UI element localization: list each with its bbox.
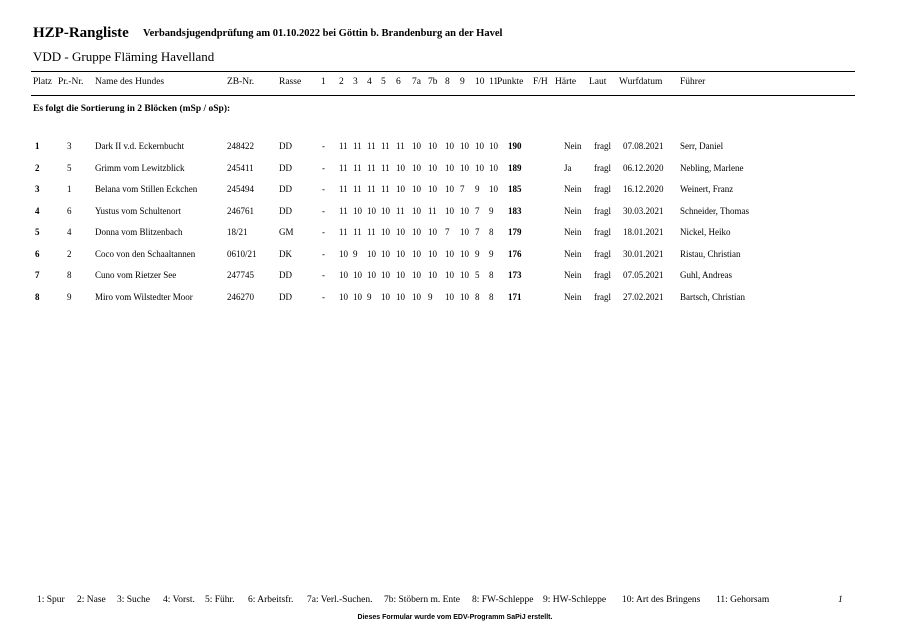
score-cell: 10 — [460, 141, 469, 151]
score-cell: 7 — [475, 206, 480, 216]
score-cell: 9 — [353, 249, 358, 259]
rank-cell: 3 — [35, 184, 40, 194]
score-cell: 10 — [489, 163, 498, 173]
score-cell: 10 — [460, 227, 469, 237]
birthdate-cell: 07.05.2021 — [623, 270, 664, 280]
score-cell: 10 — [381, 206, 390, 216]
score-cell: 11 — [396, 141, 405, 151]
col-punkte: Punkte — [497, 77, 524, 87]
birthdate-cell: 18.01.2021 — [623, 227, 664, 237]
score-cell: 10 — [445, 206, 454, 216]
score-cell: 10 — [428, 184, 437, 194]
legend-item: 6: Arbeitsfr. — [248, 595, 294, 605]
breed-cell: DD — [279, 292, 292, 302]
score-cell: 10 — [381, 292, 390, 302]
score-cell: 10 — [339, 249, 348, 259]
score-cell: 10 — [460, 292, 469, 302]
haerte-cell: Nein — [564, 249, 582, 259]
score-cell: 10 — [489, 184, 498, 194]
breed-cell: DK — [279, 249, 292, 259]
col-name: Name des Hundes — [95, 77, 165, 87]
registry-number-cell: 248422 — [227, 141, 254, 151]
dog-name-cell: Miro vom Wilstedter Moor — [95, 292, 193, 302]
score-cell: 10 — [428, 249, 437, 259]
score-cell: 11 — [396, 206, 405, 216]
col-laut: Laut — [589, 77, 607, 87]
handler-cell: Bartsch, Christian — [680, 292, 745, 302]
rank-cell: 5 — [35, 227, 40, 237]
score-cell: 11 — [339, 227, 348, 237]
legend-item: 5: Führ. — [205, 595, 235, 605]
score-cell: 10 — [353, 206, 362, 216]
score-cell: 9 — [489, 206, 494, 216]
dog-name-cell: Donna vom Blitzenbach — [95, 227, 183, 237]
haerte-cell: Nein — [564, 184, 582, 194]
score-cell: 9 — [475, 184, 480, 194]
score-cell: 11 — [353, 141, 362, 151]
rank-cell: 6 — [35, 249, 40, 259]
col-fuehrer: Führer — [680, 77, 706, 87]
legend — [0, 595, 910, 609]
points-cell: 189 — [508, 163, 522, 173]
legend-item: 7a: Verl.-Suchen. — [307, 595, 373, 605]
legend-item: 10: Art des Bringens — [622, 595, 701, 605]
handler-cell: Guhl, Andreas — [680, 270, 732, 280]
score-cell: 10 — [367, 270, 376, 280]
col-zbnr: ZB-Nr. — [227, 77, 255, 87]
breed-cell: DD — [279, 141, 292, 151]
col-haerte: Härte — [555, 77, 577, 87]
score-cell: 11 — [428, 206, 437, 216]
score-cell: 10 — [396, 292, 405, 302]
col-field-7a: 7a — [412, 77, 421, 87]
score-cell: 11 — [339, 163, 348, 173]
score-cell: 11 — [367, 163, 376, 173]
registry-number-cell: 0610/21 — [227, 249, 257, 259]
score-cell: 7 — [445, 227, 450, 237]
legend-item: 4: Vorst. — [163, 595, 195, 605]
handler-cell: Ristau, Christian — [680, 249, 741, 259]
haerte-cell: Ja — [564, 163, 572, 173]
score-cell: 10 — [412, 141, 421, 151]
registry-number-cell: 246270 — [227, 292, 254, 302]
haerte-cell: Nein — [564, 227, 582, 237]
col-platz: Platz — [33, 77, 52, 87]
exam-number-cell: 3 — [67, 141, 72, 151]
exam-number-cell: 4 — [67, 227, 72, 237]
haerte-cell: Nein — [564, 141, 582, 151]
legend-item: 1: Spur — [37, 595, 65, 605]
score-cell: 10 — [428, 141, 437, 151]
score-cell: 11 — [353, 227, 362, 237]
breed-cell: DD — [279, 163, 292, 173]
col-field-3: 3 — [353, 77, 358, 87]
score-cell: 10 — [428, 270, 437, 280]
score-cell: 11 — [367, 141, 376, 151]
score-cell: - — [322, 249, 325, 259]
legend-item: 3: Suche — [117, 595, 150, 605]
score-cell: 10 — [475, 163, 484, 173]
rank-cell: 7 — [35, 270, 40, 280]
breed-cell: DD — [279, 184, 292, 194]
header-top-divider — [31, 71, 855, 72]
score-cell: 10 — [412, 270, 421, 280]
col-rasse: Rasse — [279, 77, 302, 87]
exam-number-cell: 8 — [67, 270, 72, 280]
score-cell: 11 — [353, 184, 362, 194]
exam-number-cell: 2 — [67, 249, 72, 259]
score-cell: 10 — [412, 184, 421, 194]
rank-cell: 8 — [35, 292, 40, 302]
score-cell: 10 — [445, 292, 454, 302]
score-cell: 11 — [339, 184, 348, 194]
handler-cell: Nickel, Heiko — [680, 227, 731, 237]
points-cell: 171 — [508, 292, 522, 302]
birthdate-cell: 06.12.2020 — [623, 163, 664, 173]
score-cell: 10 — [412, 206, 421, 216]
col-wurfdatum: Wurfdatum — [619, 77, 663, 87]
score-cell: 11 — [367, 227, 376, 237]
exam-subtitle: Verbandsjugendprüfung am 01.10.2022 bei Göttin b. Brandenburg an der Havel — [143, 28, 503, 39]
birthdate-cell: 16.12.2020 — [623, 184, 664, 194]
handler-cell: Serr, Daniel — [680, 141, 724, 151]
laut-cell: fragl — [594, 292, 611, 302]
handler-cell: Schneider, Thomas — [680, 206, 749, 216]
page-title: HZP-Rangliste — [33, 25, 129, 41]
dog-name-cell: Dark II v.d. Eckernbucht — [95, 141, 185, 151]
exam-number-cell: 5 — [67, 163, 72, 173]
points-cell: 173 — [508, 270, 522, 280]
dog-name-cell: Coco von den Schaaltannen — [95, 249, 196, 259]
score-cell: 10 — [396, 227, 405, 237]
score-cell: 10 — [381, 249, 390, 259]
organization-name: VDD - Gruppe Fläming Havelland — [33, 49, 215, 64]
score-cell: 10 — [381, 227, 390, 237]
registry-number-cell: 245411 — [227, 163, 254, 173]
score-cell: 11 — [381, 141, 390, 151]
score-cell: 8 — [475, 292, 480, 302]
col-field-11: 11 — [489, 77, 499, 87]
score-cell: 10 — [445, 270, 454, 280]
laut-cell: fragl — [594, 270, 611, 280]
col-prnr: Pr.-Nr. — [58, 77, 84, 87]
haerte-cell: Nein — [564, 270, 582, 280]
col-field-5: 5 — [381, 77, 386, 87]
score-cell: 9 — [367, 292, 372, 302]
breed-cell: DD — [279, 206, 292, 216]
registry-number-cell: 245494 — [227, 184, 254, 194]
exam-number-cell: 1 — [67, 184, 72, 194]
score-cell: 11 — [353, 163, 362, 173]
points-cell: 179 — [508, 227, 522, 237]
score-cell: 9 — [489, 249, 494, 259]
rank-cell: 4 — [35, 206, 40, 216]
col-field-7b: 7b — [428, 77, 438, 87]
points-cell: 183 — [508, 206, 522, 216]
score-cell: 10 — [445, 249, 454, 259]
score-cell: 10 — [353, 292, 362, 302]
birthdate-cell: 30.03.2021 — [623, 206, 664, 216]
score-cell: - — [322, 184, 325, 194]
breed-cell: GM — [279, 227, 294, 237]
footer-note: Dieses Formular wurde vom EDV-Programm SaPiJ erstellt. — [357, 614, 553, 621]
legend-item: 8: FW-Schleppe — [472, 595, 534, 605]
score-cell: - — [322, 141, 325, 151]
breed-cell: DD — [279, 270, 292, 280]
rank-cell: 2 — [35, 163, 40, 173]
score-cell: 10 — [475, 141, 484, 151]
laut-cell: fragl — [594, 163, 611, 173]
score-cell: 10 — [396, 163, 405, 173]
col-field-10: 10 — [475, 77, 485, 87]
haerte-cell: Nein — [564, 292, 582, 302]
registry-number-cell: 246761 — [227, 206, 254, 216]
rank-cell: 1 — [35, 141, 40, 151]
score-cell: 5 — [475, 270, 480, 280]
score-cell: 10 — [460, 249, 469, 259]
score-cell: 11 — [367, 184, 376, 194]
score-cell: 10 — [428, 163, 437, 173]
col-fh: F/H — [533, 77, 548, 87]
score-cell: 10 — [396, 270, 405, 280]
score-cell: 7 — [475, 227, 480, 237]
registry-number-cell: 247745 — [227, 270, 254, 280]
score-cell: - — [322, 206, 325, 216]
birthdate-cell: 30.01.2021 — [623, 249, 664, 259]
score-cell: 10 — [353, 270, 362, 280]
dog-name-cell: Belana vom Stillen Eckchen — [95, 184, 198, 194]
score-cell: 10 — [445, 141, 454, 151]
laut-cell: fragl — [594, 249, 611, 259]
score-cell: 11 — [381, 184, 390, 194]
score-cell: 10 — [412, 292, 421, 302]
score-cell: 10 — [460, 163, 469, 173]
score-cell: 11 — [339, 141, 348, 151]
score-cell: 10 — [445, 184, 454, 194]
dog-name-cell: Cuno vom Rietzer See — [95, 270, 177, 280]
birthdate-cell: 27.02.2021 — [623, 292, 664, 302]
dog-name-cell: Grimm vom Lewitzblick — [95, 163, 185, 173]
handler-cell: Nebling, Marlene — [680, 163, 744, 173]
exam-number-cell: 6 — [67, 206, 72, 216]
legend-item: 11: Gehorsam — [716, 595, 770, 605]
header-bottom-divider — [31, 95, 855, 96]
score-cell: 9 — [475, 249, 480, 259]
laut-cell: fragl — [594, 184, 611, 194]
handler-cell: Weinert, Franz — [680, 184, 734, 194]
score-cell: 10 — [412, 249, 421, 259]
laut-cell: fragl — [594, 141, 611, 151]
score-cell: 10 — [445, 163, 454, 173]
laut-cell: fragl — [594, 206, 611, 216]
col-field-1: 1 — [321, 77, 326, 87]
score-cell: 10 — [367, 249, 376, 259]
score-cell: 10 — [367, 206, 376, 216]
score-cell: 11 — [381, 163, 390, 173]
score-cell: 8 — [489, 270, 494, 280]
score-cell: 10 — [339, 270, 348, 280]
score-cell: 10 — [412, 227, 421, 237]
score-cell: - — [322, 270, 325, 280]
birthdate-cell: 07.08.2021 — [623, 141, 664, 151]
score-cell: 7 — [460, 184, 465, 194]
score-cell: 10 — [381, 270, 390, 280]
score-cell: 11 — [339, 206, 348, 216]
col-field-2: 2 — [339, 77, 344, 87]
score-cell: 8 — [489, 292, 494, 302]
score-cell: 10 — [396, 249, 405, 259]
col-field-8: 8 — [445, 77, 450, 87]
page-number: 1 — [838, 595, 843, 605]
col-field-6: 6 — [396, 77, 401, 87]
points-cell: 185 — [508, 184, 522, 194]
points-cell: 190 — [508, 141, 522, 151]
exam-number-cell: 9 — [67, 292, 72, 302]
col-field-9: 9 — [460, 77, 465, 87]
legend-item: 7b: Stöbern m. Ente — [384, 595, 460, 605]
score-cell: 10 — [460, 206, 469, 216]
score-cell: - — [322, 163, 325, 173]
score-cell: 10 — [339, 292, 348, 302]
score-cell: - — [322, 227, 325, 237]
legend-item: 2: Nase — [77, 595, 106, 605]
score-cell: 10 — [428, 227, 437, 237]
score-cell: 10 — [460, 270, 469, 280]
laut-cell: fragl — [594, 227, 611, 237]
points-cell: 176 — [508, 249, 522, 259]
legend-item: 9: HW-Schleppe — [543, 595, 607, 605]
score-cell: 10 — [489, 141, 498, 151]
haerte-cell: Nein — [564, 206, 582, 216]
dog-name-cell: Yustus vom Schultenort — [95, 206, 182, 216]
score-cell: 10 — [412, 163, 421, 173]
score-cell: - — [322, 292, 325, 302]
sorting-note: Es folgt die Sortierung in 2 Blöcken (mSp / oSp): — [33, 104, 231, 114]
col-field-4: 4 — [367, 77, 372, 87]
score-cell: 10 — [396, 184, 405, 194]
score-cell: 8 — [489, 227, 494, 237]
registry-number-cell: 18/21 — [227, 227, 248, 237]
score-cell: 9 — [428, 292, 433, 302]
